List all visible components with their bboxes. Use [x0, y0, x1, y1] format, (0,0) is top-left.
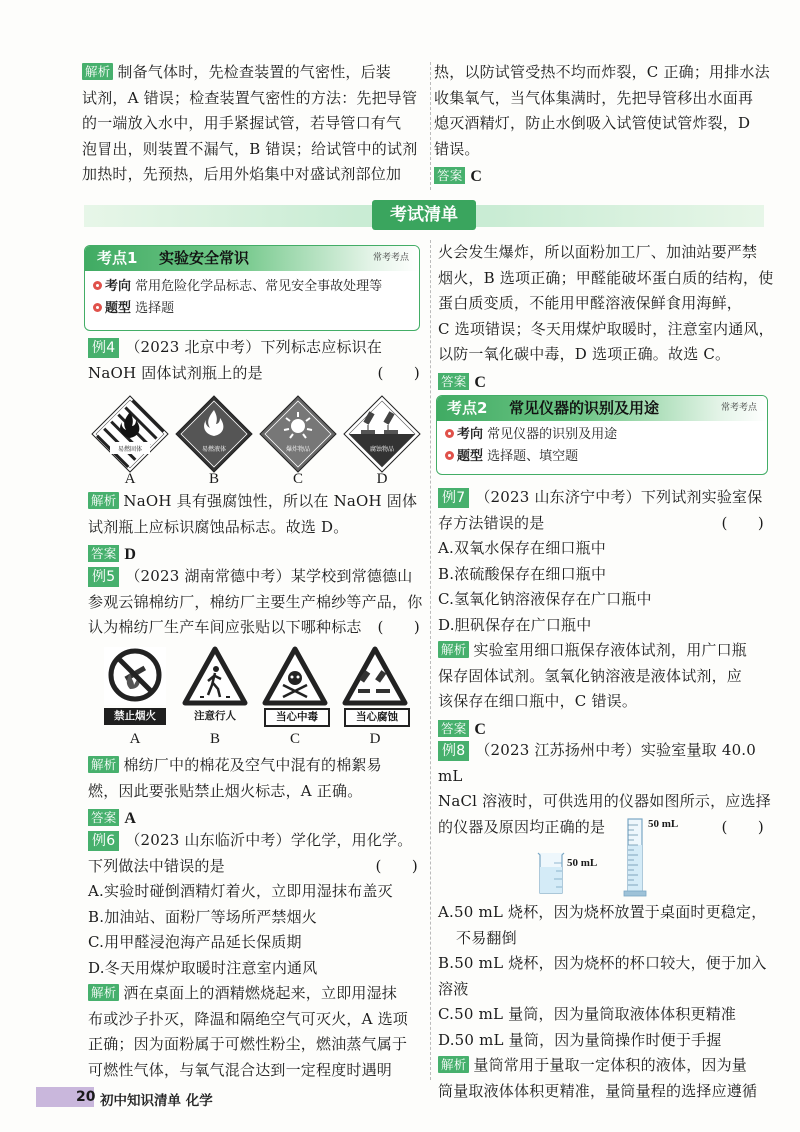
- example-7-question: 例7 （2023 山东济宁中考）下列试剂实验室保 存方法错误的是 ( ) A.双氧水保存在细口瓶中 B.浓硫酸保存在细口瓶中 C.氢氧化钠溶液保存在广口瓶中 D.胆矾保存在广口瓶中 解析 实验室用细口瓶保存液体试剂，用广口瓶 保存固体试剂。氢氧化钠溶液是液体试剂，应 该保存在细口瓶中，C 错误。 答案 C: [438, 485, 774, 742]
- kaodian-1-title: 实验安全常识: [159, 249, 250, 267]
- sign-pedestrian-icon: [185, 649, 245, 703]
- example-7-label: 例7: [438, 488, 469, 508]
- sign-c-explosive-icon: [260, 396, 336, 472]
- column-divider-main: [430, 240, 431, 1080]
- kaodian-1-frequency: 常考考点: [372, 253, 409, 263]
- bullet-icon: [93, 281, 102, 290]
- option-a: A.实验时碰倒酒精灯着火，立即用湿抹布盖灭: [88, 882, 393, 900]
- sign-b-flammable-liquid-icon: [176, 396, 252, 472]
- bullet-icon: [93, 303, 102, 312]
- example-5-label: 例5: [88, 567, 119, 587]
- graduated-cylinder-icon: [624, 819, 646, 896]
- sign5-b-letter: B: [209, 731, 220, 747]
- svg-text:爆炸物品: 爆炸物品: [285, 446, 311, 453]
- top-right-analysis: 热，以防试管受热不均而炸裂，C 正确；用排水法 收集氧气，当气体集满时，先把导管移出水面再 熄灭酒精灯，防止水倒吸入试管使试管炸裂，D 错误。 答案 C: [434, 60, 774, 190]
- sign5-a-letter: A: [129, 731, 141, 747]
- svg-text:腐蚀物品: 腐蚀物品: [369, 446, 395, 453]
- sign-b-letter: B: [208, 471, 219, 487]
- example-8-options: A.50 mL 烧杯，因为烧杯放置于桌面时更稳定， 不易翻倒 B.50 mL 烧杯，因为烧杯的杯口较大，便于加入溶液 C.50 mL 量筒，因为量筒取液体体积更精准 D.50 mL 量筒，因为量筒操作时便于手握 解析 量筒常用于量取一定体积的液体，因为量 筒量取液体体积更精准，量筒量程的选择应遵循: [438, 903, 767, 1100]
- sign-c-letter: C: [292, 471, 303, 487]
- sign5-d-letter: D: [369, 731, 381, 747]
- example-6-analysis-continued: 火会发生爆炸，所以面粉加工厂、加油站要严禁 烟火，B 选项正确；甲醛能破坏蛋白质的结构，使 蛋白质变质，不能用甲醛溶液保鲜食用海鲜， C 选项错误；冬天用煤炉取暖时，注意室内通风， 以防一氧化碳中毒，D 选项正确。故选 C。 答案 C: [438, 240, 778, 395]
- sign-a-letter: A: [124, 471, 136, 487]
- example-5-analysis: 解析 棉纺厂中的棉花及空气中混有的棉絮易 燃，因此要张贴禁止烟火标志，A 正确。 答案 A: [88, 753, 424, 832]
- column-divider-top: [430, 62, 431, 190]
- bullet-icon: [445, 429, 454, 438]
- kaodian-2-number: 考点2: [447, 399, 488, 417]
- section-title: 考试清单: [372, 200, 476, 230]
- sign-b-caption: 注意行人: [194, 710, 236, 722]
- top-answer: 答案 C: [434, 164, 774, 190]
- sign-a-flammable-solid-icon: [92, 396, 168, 472]
- beaker-label: 50 mL: [567, 857, 598, 869]
- example-7-answer: 答案 C: [438, 717, 774, 743]
- svg-text:易燃液体: 易燃液体: [201, 446, 227, 453]
- top-left-analysis: 解析 制备气体时，先检查装置的气密性，后装 试剂，A 错误；检查装置气密性的方法：先把导管 的一端放入水中，用手紧握试管，若导管口有气 泡冒出，则装置不漏气，B 错误；给试管中的试剂 加热时，先预热，后用外焰集中对盛试剂部位加: [82, 63, 418, 183]
- example-6-answer: 答案 C: [438, 370, 778, 396]
- sign-c-caption: 当心中毒: [264, 708, 330, 727]
- glassware-figure: [520, 815, 720, 900]
- example-4-question: 例4 （2023 北京中考）下列标志应标识在 NaOH 固体试剂瓶上的是 ( ): [88, 335, 424, 386]
- example-6-question: 例6 （2023 山东临沂中考）学化学，用化学。 下列做法中错误的是 ( ) A.实验时碰倒酒精灯着火，立即用湿抹布盖灭 B.加油站、面粉厂等场所严禁烟火 C.用甲醛浸泡海产品延长保质期 D.冬天用煤炉取暖时注意室内通风 解析 洒在桌面上的酒精燃烧起来，立即用湿抹 布或沙子扑灭，降温和隔绝空气可灭火，A 选项 正确；因为面粉属于可燃性粉尘，燃油蒸气属于 可燃性气体，与氧气混合达到一定程度时遇明: [88, 828, 428, 1083]
- example-8-label: 例8: [438, 741, 469, 761]
- kaodian-2-title: 常见仪器的识别及用途: [509, 399, 660, 417]
- sign-corrosion-icon: [345, 649, 405, 703]
- bullet-icon: [445, 451, 454, 460]
- option-b: B.加油站、面粉厂等场所严禁烟火: [88, 907, 317, 926]
- example-5-question: 例5 （2023 湖南常德中考）某学校到常德德山 参观云锦棉纺厂，棉纺厂主要生产棉纱等产品，你 认为棉纺厂生产车间应张贴以下哪种标志 ( ): [88, 567, 423, 636]
- sign-d-corrosive-icon: [344, 396, 420, 472]
- sign-d-letter: D: [376, 471, 388, 487]
- sign5-c-letter: C: [289, 731, 300, 747]
- kaodian-1-number: 考点1: [97, 249, 138, 267]
- example-6-label: 例6: [88, 831, 119, 851]
- example-5-answer: 答案 A: [88, 806, 424, 832]
- example-4-analysis: 解析 NaOH 具有强腐蚀性，所以在 NaOH 固体 试剂瓶上应标识腐蚀品标志。故选 D。 答案 D: [88, 489, 424, 568]
- analysis-tag: 解析: [82, 63, 113, 80]
- sign-no-fire-icon: [104, 647, 166, 705]
- kaodian-2-box: 考点2 常见仪器的识别及用途 常考考点 考向 常见仪器的识别及用途 题型 选择题、填空题: [436, 395, 768, 475]
- sign-a-caption: 禁止烟火: [104, 708, 166, 725]
- page-number: 20: [76, 1089, 96, 1105]
- beaker-icon: [538, 853, 564, 893]
- svg-text:易燃固体: 易燃固体: [117, 446, 143, 453]
- example-4-label: 例4: [88, 338, 119, 358]
- option-c: C.用甲醛浸泡海产品延长保质期: [88, 933, 302, 951]
- cylinder-label: 50 mL: [648, 818, 679, 830]
- example-8-question: 例8 （2023 江苏扬州中考）实验室量取 40.0 mL NaCl 溶液时，可供选用的仪器如图所示，应选择 的仪器及原因均正确的是 ( ): [438, 741, 771, 836]
- kaodian-1-box: 考点1 实验安全常识 常考考点 考向 常用危险化学品标志、常见安全事故处理等 题型 选择题: [84, 245, 420, 331]
- footer-title: 初中知识清单 化学: [100, 1093, 213, 1109]
- sign-d-caption: 当心腐蚀: [344, 708, 410, 727]
- sign-poison-icon: [265, 649, 325, 703]
- answer-blank: ( ): [377, 363, 420, 382]
- option-d: D.冬天用煤炉取暖时注意室内通风: [88, 958, 318, 977]
- example-4-answer: 答案 D: [88, 542, 424, 568]
- kaodian-2-frequency: 常考考点: [720, 403, 757, 413]
